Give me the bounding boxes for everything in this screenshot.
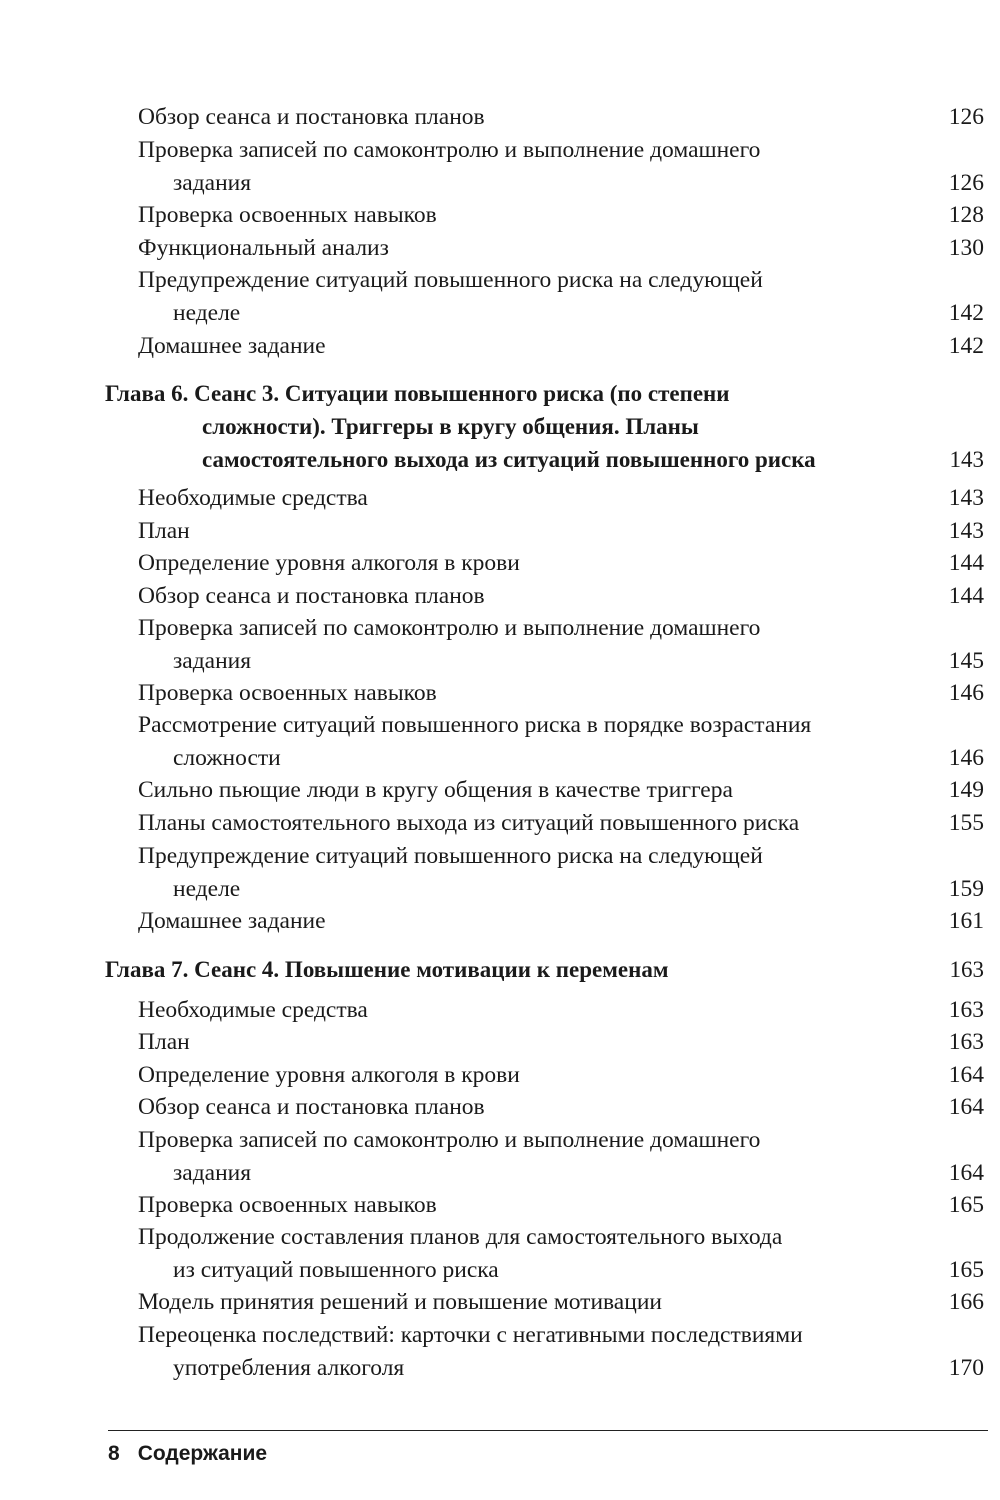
toc-entry-title: Предупреждение ситуаций повышенного риска на следующей — [138, 267, 763, 293]
toc-entry-title-continued: задания — [173, 647, 252, 674]
toc-entry-page: 149 — [948, 777, 984, 803]
toc-entry-title: Предупреждение ситуаций повышенного риска на следующей — [138, 843, 763, 869]
toc-entry-page: 143 — [948, 518, 984, 544]
toc-entry-title: Необходимые средства — [138, 485, 368, 511]
toc-entry-page: 126 — [948, 104, 984, 130]
footer-divider — [108, 1430, 988, 1431]
toc-entry-title-continued: задания — [173, 169, 252, 196]
toc-entry-title: Проверка освоенных навыков — [138, 202, 437, 228]
toc-entry-page: 144 — [948, 550, 984, 576]
toc-entry-title: План — [138, 518, 190, 544]
toc-entry-page: 170 — [948, 1354, 984, 1381]
toc-entry-page: 144 — [948, 583, 984, 609]
toc-entry-page: 143 — [948, 485, 984, 511]
footer-section-title: Содержание — [137, 1442, 268, 1465]
toc-entry-title: Домашнее задание — [138, 908, 326, 934]
toc-chapter-title: Глава 6. Сеанс 3. Ситуации повышенного риска (по степени — [105, 381, 730, 406]
toc-chapter-title-continued: самостоятельного выхода из ситуаций повышенного риска — [202, 447, 816, 472]
toc-entry-title: Рассмотрение ситуаций повышенного риска в порядке возрастания — [138, 712, 812, 738]
toc-entry-title: Необходимые средства — [138, 997, 368, 1023]
toc-entry-page: 126 — [948, 169, 984, 196]
toc-entry-title-continued: употребления алкоголя — [173, 1354, 405, 1381]
toc-entry-page: 164 — [948, 1094, 984, 1120]
toc-entry-page: 128 — [948, 202, 984, 228]
toc-chapter-title: Глава 7. Сеанс 4. Повышение мотивации к переменам — [105, 957, 669, 982]
toc-chapter-title-continued: сложности). Триггеры в кругу общения. Планы — [202, 414, 699, 439]
toc-entry-page: 163 — [948, 1029, 984, 1055]
toc-entry-page: 164 — [948, 1062, 984, 1088]
toc-entry-page: 161 — [948, 908, 984, 934]
toc-entry-title: Сильно пьющие люди в кругу общения в качестве триггера — [138, 777, 733, 803]
toc-entry-title: Проверка освоенных навыков — [138, 1192, 437, 1218]
toc-entry-title: Функциональный анализ — [138, 235, 389, 261]
toc-entry-title-continued: задания — [173, 1159, 252, 1186]
toc-entry-title: Обзор сеанса и постановка планов — [138, 583, 485, 609]
toc-entry-page: 142 — [948, 299, 984, 326]
toc-entry-title-continued: из ситуаций повышенного риска — [173, 1256, 499, 1283]
toc-entry-title: Обзор сеанса и постановка планов — [138, 104, 485, 130]
toc-entry-title: Планы самостоятельного выхода из ситуаций повышенного риска — [138, 810, 800, 836]
toc-chapter-page: 143 — [949, 447, 984, 472]
toc-entry-page: 142 — [948, 333, 984, 359]
toc-entry-title-continued: сложности — [173, 744, 281, 771]
toc-entry-title: Переоценка последствий: карточки с негативными последствиями — [138, 1322, 803, 1348]
toc-entry-page: 164 — [948, 1159, 984, 1186]
toc-entry-title: Определение уровня алкоголя в крови — [138, 1062, 520, 1088]
toc-entry-page: 159 — [948, 875, 984, 902]
toc-entry-page: 146 — [948, 680, 984, 706]
toc-entry-page: 165 — [948, 1192, 984, 1218]
toc-entry-title: Проверка освоенных навыков — [138, 680, 437, 706]
toc-entry-page: 130 — [948, 235, 984, 261]
toc-entry-title: Обзор сеанса и постановка планов — [138, 1094, 485, 1120]
toc-entry-page: 155 — [948, 810, 984, 836]
toc-entry-title: Домашнее задание — [138, 333, 326, 359]
toc-entry-title: Проверка записей по самоконтролю и выполнение домашнего — [138, 1127, 761, 1153]
toc-entry-page: 166 — [948, 1289, 984, 1315]
toc-entry-title: План — [138, 1029, 190, 1055]
toc-entry-title: Проверка записей по самоконтролю и выполнение домашнего — [138, 137, 761, 163]
page-footer — [108, 1441, 267, 1467]
toc-entry-title-continued: неделе — [173, 299, 241, 326]
toc-entry-title: Продолжение составления планов для самостоятельного выхода — [138, 1224, 783, 1250]
toc-entry-title-continued: неделе — [173, 875, 241, 902]
toc-entry-page: 146 — [948, 744, 984, 771]
toc-entry-title: Модель принятия решений и повышение мотивации — [138, 1289, 662, 1315]
footer-page-number: 8 — [108, 1442, 120, 1465]
toc-entry-title: Определение уровня алкоголя в крови — [138, 550, 520, 576]
toc-entry-page: 145 — [948, 647, 984, 674]
toc-chapter-page: 163 — [949, 957, 984, 982]
toc-entry-page: 165 — [948, 1256, 984, 1283]
toc-entry-title: Проверка записей по самоконтролю и выполнение домашнего — [138, 615, 761, 641]
toc-entry-page: 163 — [948, 997, 984, 1023]
